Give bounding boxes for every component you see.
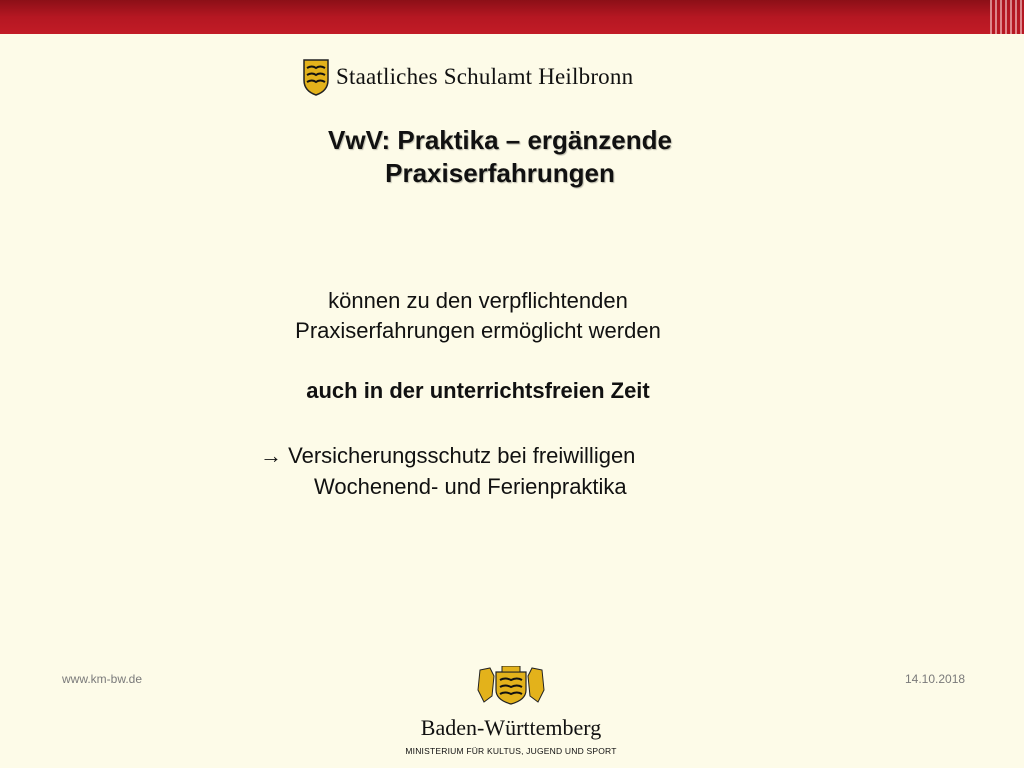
body-text — [228, 286, 728, 346]
school-office-header — [302, 58, 633, 96]
emphasis-text: auch in der unterrichtsfreien Zeit — [306, 378, 650, 403]
insurance-line-1: Versicherungsschutz bei freiwilligen — [288, 443, 636, 468]
school-office-name: Staatliches Schulamt Heilbronn — [336, 64, 634, 89]
coat-of-arms-icon — [302, 58, 330, 96]
body-line-1: können zu den verpflichtenden — [328, 288, 628, 313]
state-coat-of-arms-icon — [474, 666, 548, 706]
slide-title — [262, 124, 738, 190]
top-banner-bar — [0, 0, 1024, 34]
body-line-2: Praxiserfahrungen ermöglicht werden — [295, 318, 661, 343]
banner-stripes — [990, 0, 1024, 34]
insurance-note — [260, 440, 720, 502]
ministry-name: MINISTERIUM FÜR KULTUS, JUGEND UND SPORT — [405, 746, 617, 756]
arrow-right-icon: → — [260, 443, 282, 468]
insurance-line-2: Wochenend- und Ferienpraktika — [314, 474, 627, 499]
title-line-1: VwV: Praktika – ergänzende — [328, 125, 672, 155]
footer-date: 14.10.2018 — [905, 672, 966, 686]
state-name: Baden-Württemberg — [420, 715, 602, 740]
title-line-2: Praxiserfahrungen — [385, 158, 615, 188]
footer-url: www.km-bw.de — [62, 672, 143, 686]
ministry-logo — [405, 666, 617, 756]
